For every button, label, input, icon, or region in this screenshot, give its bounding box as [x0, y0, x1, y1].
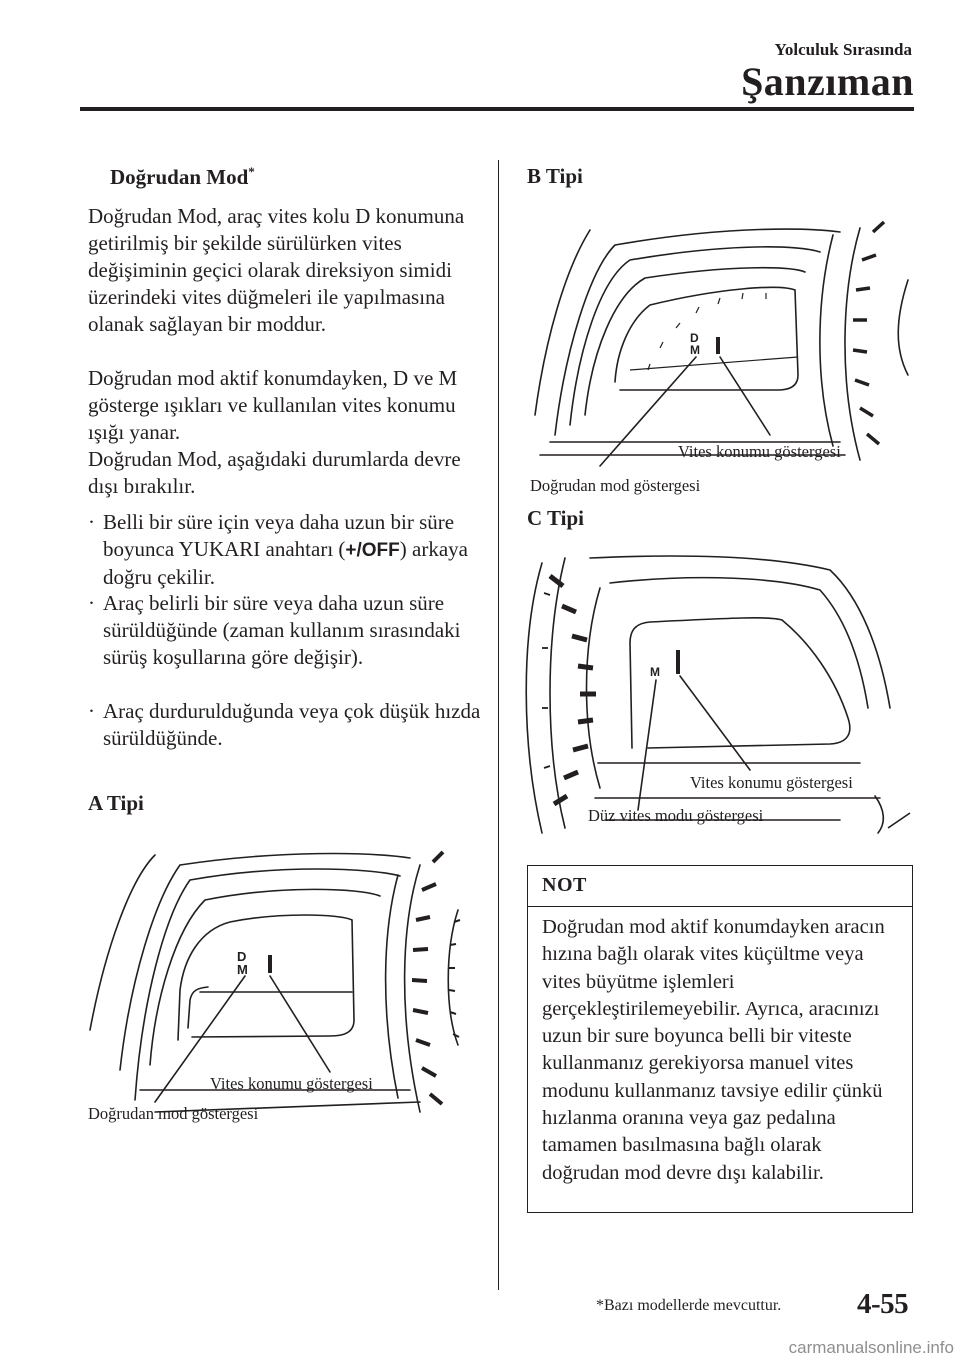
bullet-dot: ·: [88, 510, 95, 534]
figure-a-m-indicator: M: [237, 962, 248, 977]
note-title: NOT: [542, 874, 587, 896]
figure-a-gear-position-lamp: [268, 955, 272, 973]
figure-b-gear-position-lamp: [716, 337, 720, 354]
figure-b-caption-direct-mode: Doğrudan mod göstergesi: [530, 476, 701, 495]
bullet-text-end: ) arkaya doğru çekilir.: [103, 537, 468, 589]
direct-mode-heading: [110, 164, 255, 190]
figure-b-m-indicator: M: [690, 343, 700, 357]
figure-c-caption-manual-mode: Düz vites modu göstergesi: [588, 806, 764, 825]
note-header: [528, 866, 912, 907]
footnote: *Bazı modellerde mevcuttur.: [596, 1297, 782, 1314]
up-switch-key-label: +/OFF: [345, 540, 400, 561]
figure-a-label: A Tipi: [88, 791, 144, 815]
figure-b-caption-gear-position: Vites konumu göstergesi: [678, 442, 841, 461]
figure-c-cluster-illustration: [520, 548, 920, 848]
page-number: 4-55: [857, 1288, 909, 1320]
figure-b-d-indicator: D: [690, 331, 699, 345]
bullet-dot: ·: [88, 699, 95, 723]
bullet-text: [103, 509, 483, 591]
bullet-item: [88, 509, 483, 591]
bullet-item: [88, 590, 483, 671]
section-title: Yolculuk Sırasında: [774, 40, 912, 59]
figure-c-caption-gear-position: Vites konumu göstergesi: [690, 773, 853, 792]
figure-b-label: B Tipi: [527, 164, 583, 188]
note-box: [527, 865, 913, 1213]
figure-a-caption-gear-position: Vites konumu göstergesi: [210, 1074, 373, 1093]
watermark: carmanualsonline.info: [788, 1338, 954, 1357]
figure-a-caption-direct-mode: Doğrudan mod göstergesi: [88, 1104, 259, 1123]
bullet-text: Araç durdurulduğunda veya çok düşük hızda sürüldüğünde.: [103, 699, 481, 750]
figure-c-label: C Tipi: [527, 506, 585, 530]
note-body: Doğrudan mod aktif konumdayken aracın hızına bağlı olarak vites küçültme veya vites büyütme işlemleri gerçekleştirilemeyebilir. Ayrıca, aracınızı uzun bir sure boyunca belli bir viteste kullanmanız gerekiyorsa manuel vites modunu kullanmanız tavsiye edilir çünkü hızlanma oranına veya gaz pedalına tamamen basılmasına bağlı olarak doğrudan mod devre dışı kalabilir.: [542, 916, 885, 1184]
bullet-text-start: Belli bir süre için veya daha uzun bir süre boyunca YUKARI anahtarı (: [103, 510, 455, 561]
header-rule: [80, 107, 914, 111]
heading-text: Doğrudan Mod: [110, 165, 249, 189]
cancel-paragraph: Doğrudan Mod, aşağıdaki durumlarda devre dışı bırakılır.: [88, 447, 461, 498]
figure-c-m-indicator: M: [650, 665, 660, 679]
figure-b-cluster-illustration: [520, 210, 920, 470]
intro-paragraph: Doğrudan Mod, araç vites kolu D konumuna getirilmiş bir şekilde sürülürken vites değişiminin geçici olarak direksiyon simidi üzerindeki vites düğmeleri ile yapılmasına olanak sağlayan bir moddur.: [88, 204, 465, 336]
figure-c-gear-position-lamp: [676, 650, 680, 674]
bullet-item: [88, 698, 483, 752]
bullet-dot: ·: [88, 591, 95, 615]
figure-a-d-indicator: D: [237, 949, 247, 964]
chapter-title: Şanzıman: [741, 59, 914, 104]
bullet-text: Araç belirli bir süre veya daha uzun süre sürüldüğünde (zaman kullanım sırasındaki sürüş koşullarına göre değişir).: [103, 591, 461, 669]
availability-mark: *: [248, 164, 255, 179]
indicator-paragraph: Doğrudan mod aktif konumdayken, D ve M gösterge ışıkları ve kullanılan vites konumu ışığı yanar.: [88, 366, 458, 444]
